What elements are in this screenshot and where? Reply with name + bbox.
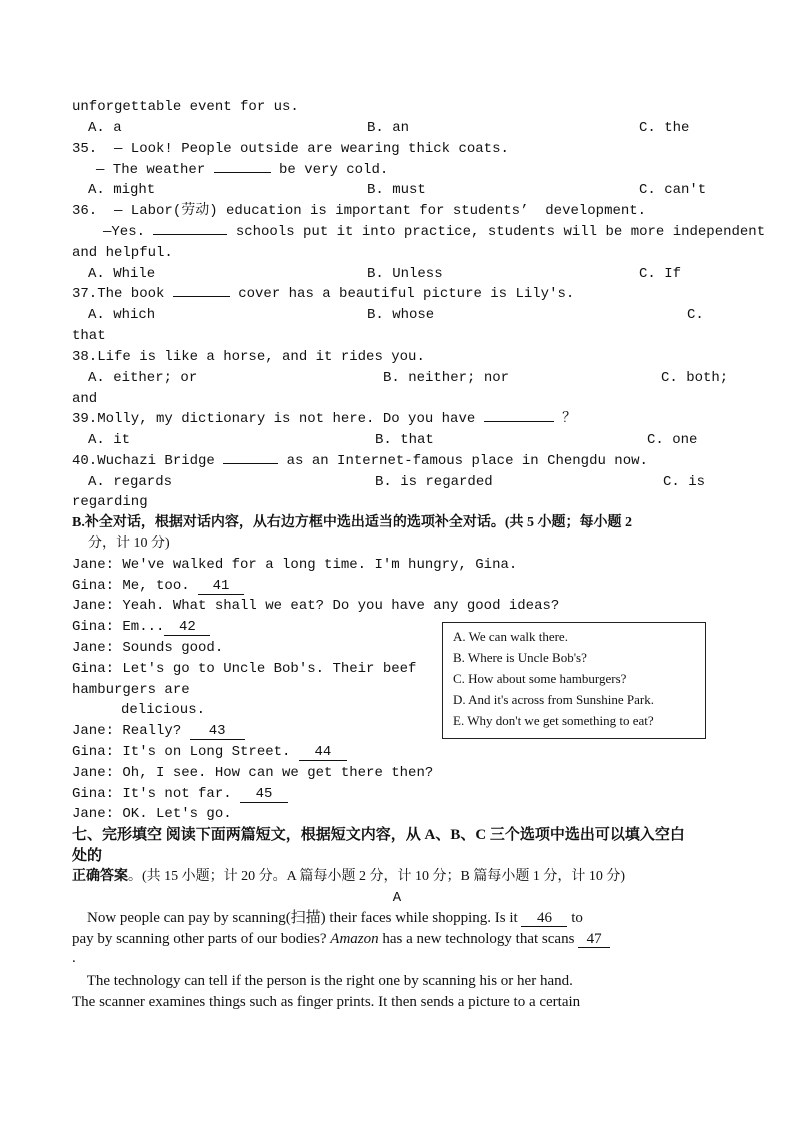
passage-line-2-dot: . <box>72 950 76 966</box>
dialogue-line-8-text: Gina: It's on Long Street. <box>72 744 299 760</box>
blank-46: 46 <box>521 910 567 927</box>
q37-post: cover has a beautiful picture is Lily's. <box>229 286 575 302</box>
question-39-stem <box>72 409 576 429</box>
q39-option-c: C. one <box>647 432 698 448</box>
q37-blank <box>173 296 230 297</box>
q37-option-b: B. whose <box>367 307 435 323</box>
q36-blank <box>153 234 227 235</box>
q37-option-a: A. which <box>88 307 156 323</box>
question-37-stem <box>72 284 574 304</box>
dialogue-line-8 <box>72 742 347 762</box>
passage-line-2 <box>72 929 610 949</box>
q34-option-a: A. a <box>88 120 122 136</box>
passage-line-4: The scanner examines things such as finger prints. It then sends a picture to a certain <box>72 994 581 1010</box>
box-option-e: E. Why don't we get something to eat? <box>453 713 654 728</box>
q34-option-b: B. an <box>367 120 410 136</box>
question-36-continuation: and helpful. <box>72 245 173 261</box>
q40-option-a: A. regards <box>88 474 173 490</box>
q40-option-c: C. is <box>663 474 706 490</box>
q36-option-a: A. While <box>88 266 156 282</box>
q36-reply-pre: —Yes. <box>103 224 146 240</box>
passage-a-label: A <box>392 890 402 906</box>
section-7-heading: 七、完形填空 阅读下面两篇短文，根据短文内容，从 A、B、C 三个选项中选出可以填入空白 <box>72 827 685 843</box>
box-option-c: C. How about some hamburgers? <box>453 671 627 686</box>
q40-option-b: B. is regarded <box>375 474 493 490</box>
question-38-stem: 38.Life is like a horse, and it rides you. <box>72 349 425 365</box>
q35-blank <box>214 172 271 173</box>
section-b-heading: B.补全对话，根据对话内容，从右边方框中选出适当的选项补全对话。(共 5 小题；每小题 2 <box>72 515 632 530</box>
question-35-stem: 35. — Look! People outside are wearing thick coats. <box>72 141 509 157</box>
q35-option-b: B. must <box>367 182 426 198</box>
q38-option-a: A. either; or <box>88 370 198 386</box>
dialogue-line-2-text: Gina: Me, too. <box>72 578 199 594</box>
section-7-heading-bold: 正确答案 <box>72 869 128 884</box>
q38-option-b: B. neither; nor <box>383 370 510 386</box>
question-36-reply <box>103 222 765 242</box>
q40-blank <box>223 463 278 464</box>
blank-41: 41 <box>198 578 244 595</box>
dialogue-line-6: Gina: Let's go to Uncle Bob's. Their beef <box>72 661 417 677</box>
dialogue-line-5: Jane: Sounds good. <box>72 640 224 656</box>
q40-post: as an Internet-famous place in Chengdu now. <box>278 453 648 469</box>
q35-reply-pre: — The weather <box>96 162 206 178</box>
q37-option-c-text: that <box>72 328 106 344</box>
q39-blank <box>484 421 554 422</box>
dialogue-line-10-text: Gina: It's not far. <box>72 786 241 802</box>
q40-option-c-text: regarding <box>72 494 148 510</box>
passage-line-1-text: Now people can pay by scanning(扫描) their faces while shopping. Is it <box>72 910 522 926</box>
blank-45: 45 <box>240 786 288 803</box>
q36-reply-post: schools put it into practice, students will be more independent <box>227 224 766 240</box>
q38-option-c: C. both; <box>661 370 729 386</box>
q39-option-b: B. that <box>375 432 434 448</box>
q35-option-c: C. can't <box>639 182 707 198</box>
dialogue-line-10 <box>72 784 288 804</box>
box-option-a: A. We can walk there. <box>453 629 568 644</box>
passage-line-3: The technology can tell if the person is the right one by scanning his or her hand. <box>72 973 573 989</box>
q37-option-c: C. <box>687 307 704 323</box>
q39-post: ？ <box>553 411 577 427</box>
dialogue-line-6-cont2: delicious. <box>121 702 206 718</box>
section-7-heading-score <box>72 867 625 887</box>
question-36-stem: 36. — Labor(劳动) education is important for students’ development. <box>72 203 647 219</box>
blank-43: 43 <box>190 723 245 740</box>
dialogue-line-6-cont: hamburgers are <box>72 682 190 698</box>
section-7-heading-cont: 处的 <box>72 848 103 864</box>
dialogue-line-7 <box>72 721 245 741</box>
blank-44: 44 <box>299 744 347 761</box>
q36-option-c: C. If <box>639 266 682 282</box>
passage-line-2-mid: has a new technology that scans <box>378 931 579 947</box>
q35-reply-post: be very cold. <box>279 162 389 178</box>
question-35-reply <box>96 160 388 180</box>
q39-option-a: A. it <box>88 432 131 448</box>
blank-47: 47 <box>578 931 610 948</box>
passage-line-1 <box>72 908 583 928</box>
q34-option-c: C. the <box>639 120 690 136</box>
q40-pre: 40.Wuchazi Bridge <box>72 453 215 469</box>
dialogue-line-3: Jane: Yeah. What shall we eat? Do you have any good ideas? <box>72 598 560 614</box>
passage-line-2-text: pay by scanning other parts of our bodies? <box>72 931 331 947</box>
box-option-b: B. Where is Uncle Bob's? <box>453 650 587 665</box>
dialogue-line-7-text: Jane: Really? <box>72 723 190 739</box>
passage-brand-name: Amazon <box>330 931 379 947</box>
box-option-d: D. And it's across from Sunshine Park. <box>453 692 654 707</box>
dialogue-line-9: Jane: Oh, I see. How can we get there then? <box>72 765 434 781</box>
section-b-heading-score: 分，计 10 分) <box>88 536 170 551</box>
dialogue-line-2 <box>72 576 244 596</box>
passage-line-1-tail: to <box>567 910 583 926</box>
dialogue-line-4 <box>72 617 210 637</box>
question-34-stem-tail: unforgettable event for us. <box>72 99 299 115</box>
dialogue-line-1: Jane: We've walked for a long time. I'm hungry, Gina. <box>72 557 518 573</box>
blank-42: 42 <box>164 619 210 636</box>
dialogue-line-11: Jane: OK. Let's go. <box>72 806 232 822</box>
section-7-heading-rest: 。(共 15 小题；计 20 分。A 篇每小题 2 分，计 10 分；B 篇每小题 1 分，计 10 分) <box>128 869 625 884</box>
q36-option-b: B. Unless <box>367 266 443 282</box>
q39-pre: 39.Molly, my dictionary is not here. Do you have <box>72 411 476 427</box>
dialogue-line-4-text: Gina: Em... <box>72 619 165 635</box>
question-40-stem <box>72 451 648 471</box>
dialogue-options-box <box>442 622 706 739</box>
q35-option-a: A. might <box>88 182 156 198</box>
q37-pre: 37.The book <box>72 286 165 302</box>
q38-option-c-text: and <box>72 391 98 407</box>
